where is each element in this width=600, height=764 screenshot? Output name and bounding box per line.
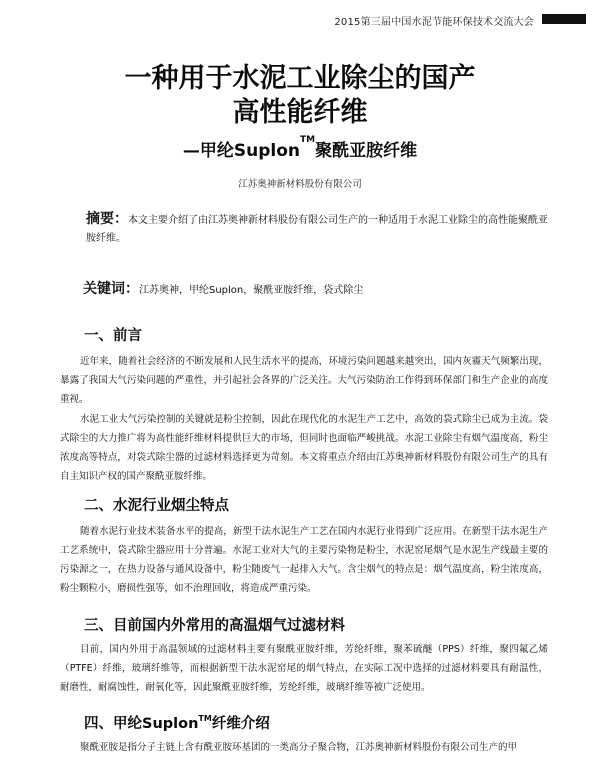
subtitle	[0, 136, 600, 161]
paragraph-suplon: 聚酰亚胺是指分子主链上含有酰亚胺环基团的一类高分子聚合物，江苏奥神新材料股份有限公司生产的甲	[80, 742, 518, 753]
abstract-text: 本文主要介绍了由江苏奥神新材料股份有限公司生产的一种适用于水泥工业除尘的高性能聚酰亚胺纤维。	[86, 215, 548, 244]
subtitle-main: —甲纶Suplon	[182, 141, 300, 161]
section-heading-cement-dust: 二、水泥行业烟尘特点	[84, 498, 229, 514]
suplon-trademark: TM	[198, 714, 212, 724]
keywords-label: 关键词：	[83, 281, 139, 297]
abstract	[86, 210, 556, 248]
title-line-2: 高性能纤维	[232, 97, 368, 128]
title-line-1: 一种用于水泥工业除尘的国产	[124, 63, 476, 94]
suplon-heading-rest: 纤维介绍	[211, 716, 270, 732]
paragraph-filter-materials: 目前，国内外用于高温领域的过滤材料主要有聚酰亚胺纤维，芳纶纤维，聚苯硫醚（PPS）纤维，聚四氟乙烯（PTFE）纤维，玻璃纤维等，而根据新型干法水泥窑尾的烟气特点，在实际工况中选择的过滤材料要具有耐温性，耐磨性，耐腐蚀性，耐氧化等，因此聚酰亚胺纤维，芳纶纤维，玻璃纤维等被广泛使用。	[60, 644, 548, 693]
suplon-heading-main: 四、甲纶Suplon	[84, 716, 199, 732]
conference-title: 2015第三届中国水泥节能环保技术交流大会	[334, 17, 534, 28]
paragraph-intro-1: 近年来，随着社会经济的不断发展和人民生活水平的提高，环境污染问题越来越突出，国内灰霾天气频繁出现，暴露了我国大气污染问题的严重性，并引起社会各界的广泛关注。大气污染防治工作得到环保部门和生产企业的高度重视。	[60, 356, 548, 405]
section-heading-suplon	[84, 712, 270, 733]
organization: 江苏奥神新材料股份有限公司	[238, 179, 362, 190]
keywords	[83, 278, 553, 298]
header-black-bar	[542, 14, 586, 24]
paragraph-intro-2: 水泥工业大气污染控制的关键就是粉尘控制，因此在现代化的水泥生产工艺中，高效的袋式除尘已成为主流。袋式除尘的大力推广将为高性能纤维材料提供巨大的市场，但同时也面临严峻挑战。水泥工业除尘有烟气温度高，粉尘浓度高等特点，对袋式除尘器的过滤材料选择更为苛刻。本文将重点介绍由江苏奥神新材料股份有限公司生产的具有自主知识产权的国产聚酰亚胺纤维。	[60, 414, 548, 482]
paragraph-cement-dust: 随着水泥行业技术装备水平的提高，新型干法水泥生产工艺在国内水泥行业得到广泛应用。在新型干法水泥生产工艺系统中，袋式除尘器应用十分普遍。水泥工业对大气的主要污染物是粉尘，水泥窑尾烟气是水泥生产线最主要的污染源之一，在热力设备与通风设备中，粉尘随废气一起排入大气。含尘烟气的特点是：烟气温度高，粉尘浓度高，粉尘颗粒小，磨损性强等，如不治理回收，将造成严重污染。	[60, 526, 548, 594]
trademark-mark: TM	[300, 135, 316, 145]
section-heading-intro: 一、前言	[84, 328, 142, 344]
section-heading-filter-materials: 三、目前国内外常用的高温烟气过滤材料	[84, 618, 345, 634]
subtitle-rest: 聚酰亚胺纤维	[315, 141, 418, 161]
keywords-text: 江苏奥神，甲纶Suplon，聚酰亚胺纤维，袋式除尘	[139, 285, 364, 296]
abstract-label: 摘要：	[86, 211, 128, 227]
